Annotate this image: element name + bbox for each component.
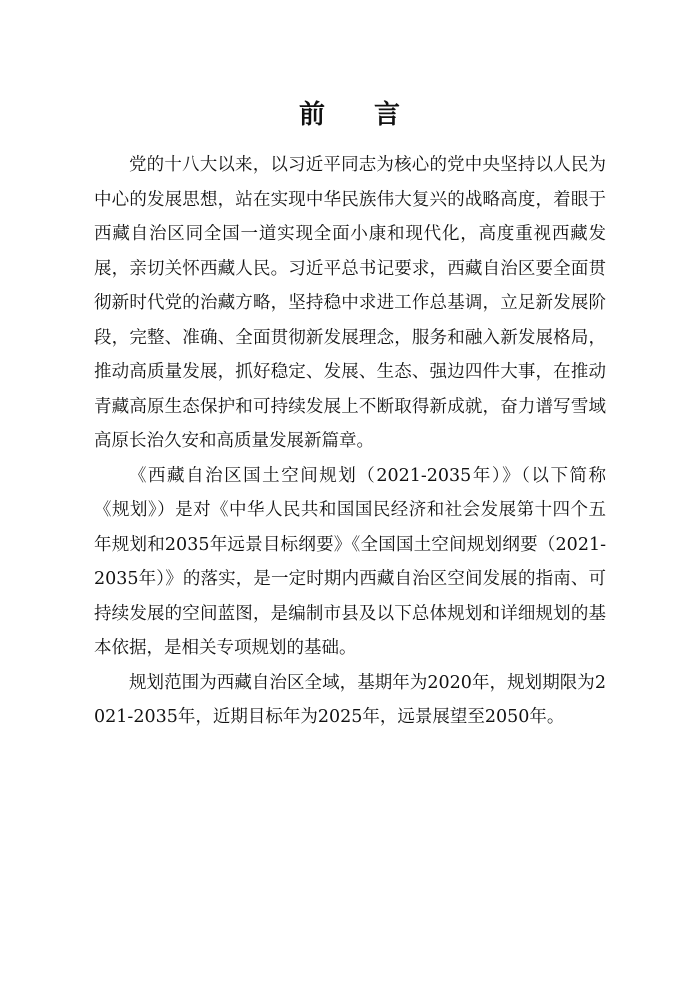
page-title: 前 言 [298,100,421,130]
body-text [94,148,606,735]
paragraph-intro: 党的十八大以来，以习近平同志为核心的党中央坚持以人民为中心的发展思想，站在实现中华民族伟大复兴的战略高度，着眼于西藏自治区同全国一道实现全面小康和现代化，高度重视西藏发展，亲切关怀西藏人民。习近平总书记要求，西藏自治区要全面贯彻新时代党的治藏方略，坚持稳中求进工作总基调，立足新发展阶段，完整、准确、全面贯彻新发展理念，服务和融入新发展格局，推动高质量发展，抓好稳定、发展、生态、强边四件大事，在推动青藏高原生态保护和可持续发展上不断取得新成就，奋力谱写雪域高原长治久安和高质量发展新篇章。 [94,155,606,451]
paragraph-plan-scope: 规划范围为西藏自治区全域，基期年为2020年，规划期限为2021-2035年，近期目标年为2025年，远景展望至2050年。 [94,672,606,727]
paragraph-plan-basis: 《西藏自治区国土空间规划（2021-2035年）》（以下简称《规划》）是对《中华人民共和国国民经济和社会发展第十四个五年规划和2035年远景目标纲要》《全国国土空间规划纲要（2021-2035年）》的落实，是一定时期内西藏自治区空间发展的指南、可持续发展的空间蓝图，是编制市县及以下总体规划和详细规划的基本依据，是相关专项规划的基础。 [94,465,606,658]
